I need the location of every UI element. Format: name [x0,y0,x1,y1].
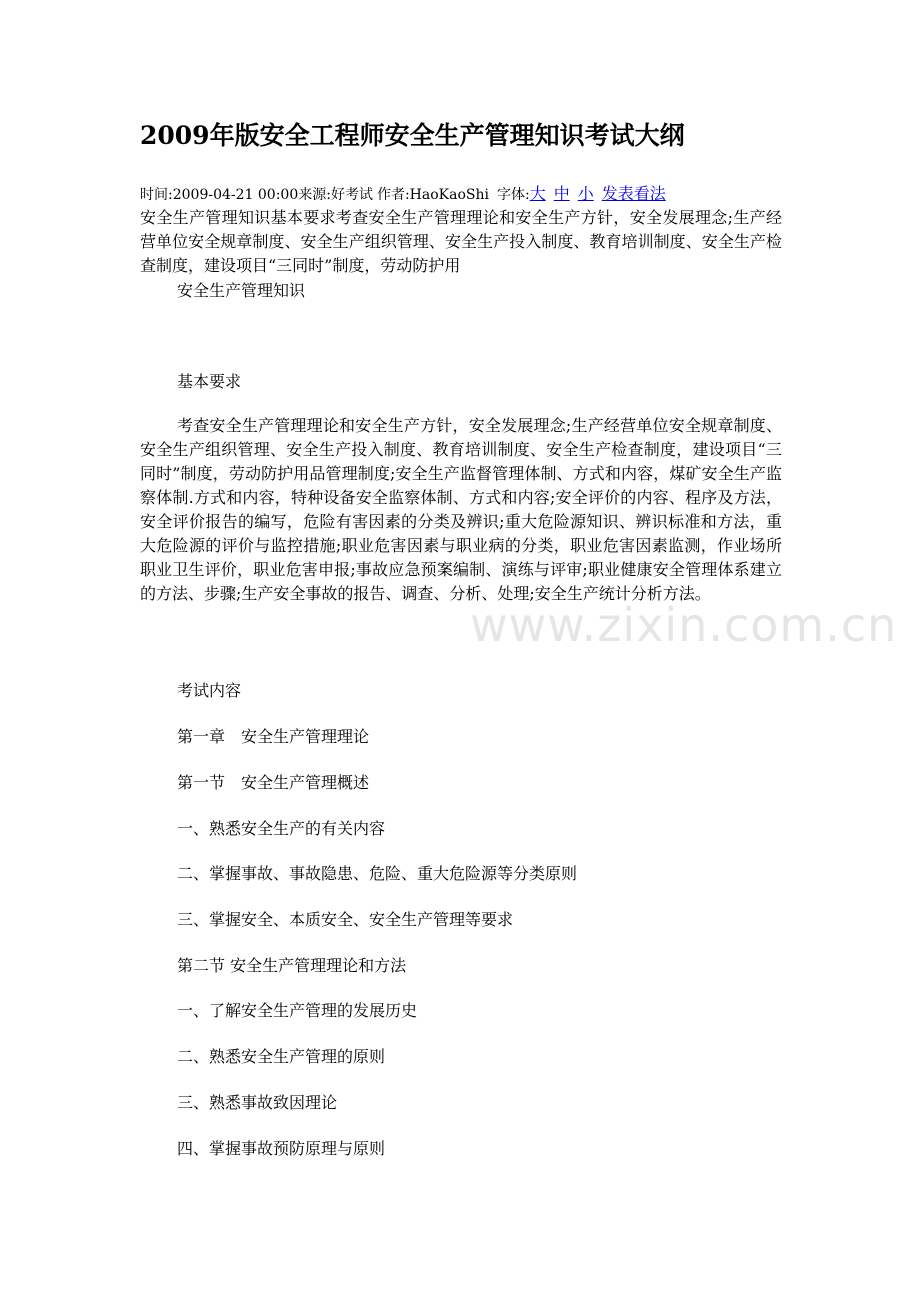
font-size-label: 字体: [496,187,530,203]
list-item: 二、熟悉安全生产管理的原则 [177,1047,386,1066]
summary-subtitle: 安全生产管理知识 [177,281,306,300]
article-meta [140,182,782,207]
font-medium-link[interactable]: 中 [553,184,570,203]
section-heading: 第一节 安全生产管理概述 [177,773,370,792]
section-basic-heading: 基本要求 [177,372,242,391]
list-item: 二、掌握事故、事故隐患、危险、重大危险源等分类原则 [177,864,578,883]
document-title: 2009年版安全工程师安全生产管理知识考试大纲 [140,121,685,150]
section-exam-heading: 考试内容 [177,681,242,700]
chapter-heading: 第一章 安全生产管理理论 [177,727,370,746]
list-item: 一、了解安全生产管理的发展历史 [177,1001,418,1020]
font-small-link[interactable]: 小 [577,184,594,203]
watermark: www.zixin.com.cn [470,598,898,652]
source: 来源:好考试 [298,187,373,203]
list-item: 三、掌握安全、本质安全、安全生产管理等要求 [177,910,514,929]
section-heading: 第二节 安全生产管理理论和方法 [177,956,407,975]
list-item: 三、熟悉事故致因理论 [177,1093,338,1112]
font-large-link[interactable]: 大 [529,184,546,203]
publish-time: 时间:2009-04-21 00:00 [140,187,299,203]
basic-requirements-text: 考查安全生产管理理论和安全生产方针，安全发展理念;生产经营单位安全规章制度、安全生产组织管理、安全生产投入制度、教育培训制度、安全生产检查制度，建设项目“三同时”制度，劳动防护用品管理制度;安全生产监督管理体制、方式和内容，煤矿安全生产监察体制.方式和内容，特种设备安全监察体制、方式和内容;安全评价的内容、程序及方法，安全评价报告的编写，危险有害因素的分类及辨识;重大危险源知识、辨识标准和方法，重大危险源的评价与监控措施;职业危害因素与职业病的分类，职业危害因素监测，作业场所职业卫生评价，职业危害申报;事故应急预案编制、演练与评审;职业健康安全管理体系建立的方法、步骤;生产安全事故的报告、调查、分析、处理;安全生产统计分析方法。 [140,416,782,603]
article-summary: 安全生产管理知识基本要求考查安全生产管理理论和安全生产方针，安全发展理念;生产经营单位安全规章制度、安全生产组织管理、安全生产投入制度、教育培训制度、安全生产检查制度，建设项目“三同时”制度，劳动防护用 [140,208,782,275]
comment-link[interactable]: 发表看法 [601,184,666,203]
author: 作者:HaoKaoShi [376,187,489,203]
list-item: 四、掌握事故预防原理与原则 [177,1139,386,1158]
list-item: 一、熟悉安全生产的有关内容 [177,819,386,838]
